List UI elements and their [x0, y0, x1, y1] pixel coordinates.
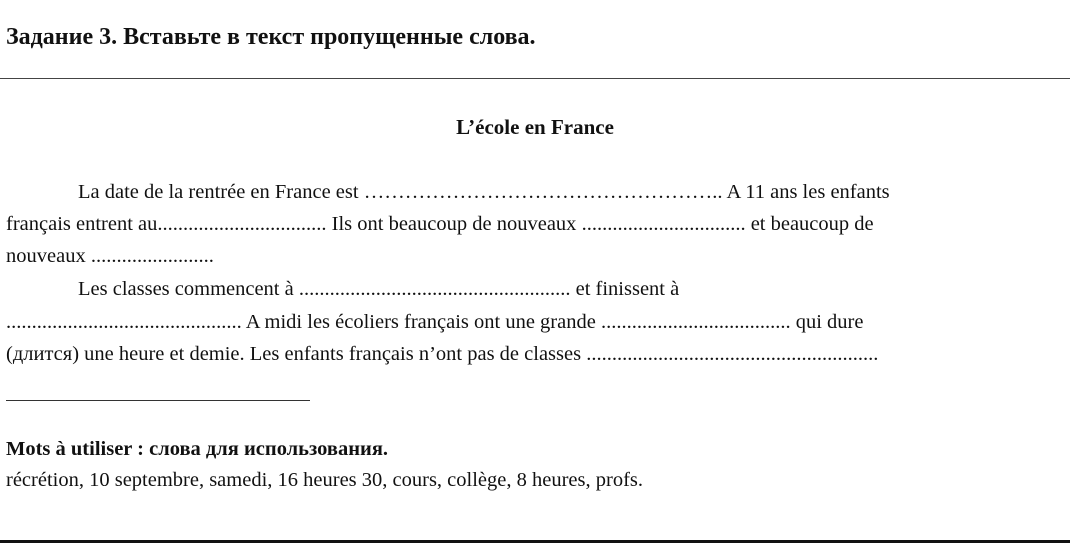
bottom-divider [0, 540, 1070, 543]
blank-3[interactable]: ................................ [581, 213, 746, 235]
top-divider [0, 78, 1070, 79]
text-line-6 [6, 343, 878, 366]
line-5-text-a: A midi les écoliers français ont une grande [241, 311, 601, 333]
text-line-5 [6, 311, 863, 334]
line-1-text-a: La date de la rentrée en France est [78, 181, 364, 203]
blank-2[interactable]: ................................. [157, 213, 327, 235]
line-3-text-a: nouveaux [6, 245, 91, 267]
words-heading: Mots à utiliser : слова для использования. [6, 438, 389, 460]
answer-underline [6, 400, 310, 401]
blank-8[interactable]: ......................................................... [586, 343, 879, 365]
blank-7[interactable]: ..................................... [600, 311, 791, 333]
text-line-3 [6, 245, 214, 268]
task-heading: Задание 3. Вставьте в текст пропущенные слова. [6, 24, 536, 50]
line-4-text-b: et finissent à [570, 278, 680, 300]
line-2-text-b: Ils ont beaucoup de nouveaux [326, 213, 582, 235]
blank-5[interactable]: ..................................................... [298, 278, 571, 300]
text-line-2 [6, 213, 874, 236]
line-4-text-a: Les classes commencent à [78, 278, 299, 300]
text-title: L’école en France [456, 115, 614, 139]
line-6-text-a: (длится) une heure et demie. Les enfants français n’ont pas de classes [6, 343, 587, 365]
line-2-text-c: et beaucoup de [745, 213, 874, 235]
blank-6[interactable]: .............................................. [6, 311, 242, 333]
words-list: récrétion, 10 septembre, samedi, 16 heures 30, cours, collège, 8 heures, profs. [6, 469, 644, 491]
line-1-text-b: . A 11 ans les enfants [717, 181, 890, 203]
blank-4[interactable]: ........................ [90, 245, 214, 267]
line-5-text-b: qui dure [790, 311, 864, 333]
text-line-1 [78, 181, 890, 204]
text-line-4 [78, 278, 679, 301]
blank-1[interactable]: ……………………………………………. [363, 181, 718, 203]
line-2-text-a: français entrent au [6, 213, 158, 235]
